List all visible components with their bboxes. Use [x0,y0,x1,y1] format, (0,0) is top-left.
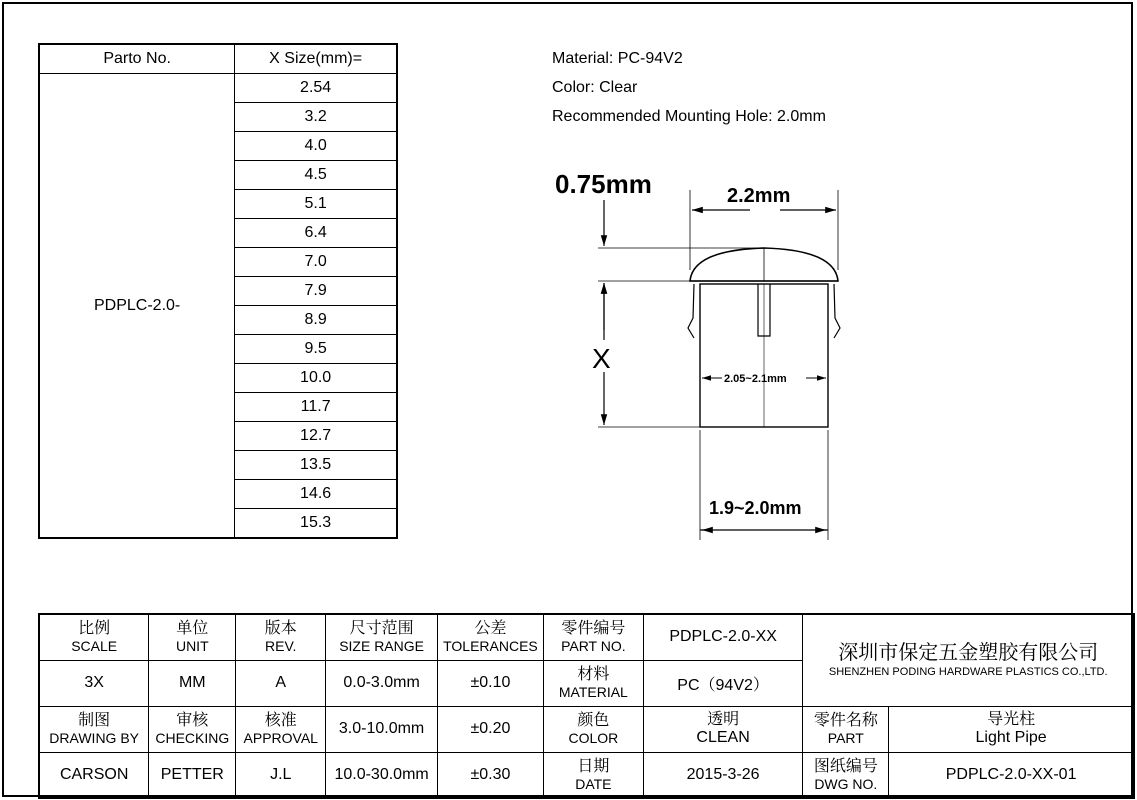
header-x-size: X Size(mm)= [235,44,397,74]
size-range-header: 尺寸范围 SIZE RANGE [326,614,438,660]
size-cell: 14.6 [235,480,397,509]
drawing-by-header: 制图 DRAWING BY [39,706,149,752]
size-cell: 10.0 [235,364,397,393]
part-number-cell: PDPLC-2.0- [39,74,235,539]
company-name: 深圳市保定五金塑胶有限公司 SHENZHEN PODING HARDWARE PLASTICS CO.,LTD. [803,614,1134,706]
size-cell: 5.1 [235,190,397,219]
spec-color: Color: Clear [552,79,638,96]
tolerance-1: ±0.10 [437,660,543,706]
scale-value: 3X [39,660,149,706]
scale-header: 比例 SCALE [39,614,149,660]
size-range-3: 10.0-30.0mm [326,752,438,798]
unit-header: 单位 UNIT [149,614,236,660]
size-range-2: 3.0-10.0mm [326,706,438,752]
checking-header: 审核 CHECKING [149,706,236,752]
size-cell: 6.4 [235,219,397,248]
dim-top-label: 0.75mm [555,169,652,199]
rev-header: 版本 REV. [236,614,326,660]
spec-mounting-hole: Recommended Mounting Hole: 2.0mm [552,108,826,125]
date-header: 日期 DATE [543,752,643,798]
material-value: PC（94V2） [643,660,803,706]
material-header: 材料 MATERIAL [543,660,643,706]
dim-width-label: 2.2mm [727,185,791,207]
dim-x-label: X [592,343,611,374]
size-cell: 8.9 [235,306,397,335]
size-cell: 9.5 [235,335,397,364]
left-leg [688,284,694,338]
approval-header: 核准 APPROVAL [236,706,326,752]
dwg-no-value: PDPLC-2.0-XX-01 [889,752,1134,798]
title-block [38,613,1135,799]
unit-value: MM [149,660,236,706]
size-range-1: 0.0-3.0mm [326,660,438,706]
part-no-header: 零件编号 PART NO. [543,614,643,660]
color-header: 颜色 COLOR [543,706,643,752]
size-cell: 4.5 [235,161,397,190]
size-cell: 7.0 [235,248,397,277]
size-cell: 12.7 [235,422,397,451]
spec-material: Material: PC-94V2 [552,50,683,67]
tolerance-2: ±0.20 [437,706,543,752]
color-value: 透明 CLEAN [643,706,803,752]
approver-name: J.L [236,752,326,798]
part-no-value: PDPLC-2.0-XX [643,614,803,660]
dim-inner-label: 2.05~2.1mm [724,373,787,385]
tolerances-header: 公差 TOLERANCES [437,614,543,660]
rev-value: A [236,660,326,706]
tolerance-3: ±0.30 [437,752,543,798]
dim-bottom-label: 1.9~2.0mm [709,498,802,518]
size-cell: 2.54 [235,74,397,103]
drawer-name: CARSON [39,752,149,798]
size-cell: 15.3 [235,509,397,539]
size-cell: 7.9 [235,277,397,306]
date-value: 2015-3-26 [643,752,803,798]
header-part-no: Parto No. [39,44,235,74]
size-cell: 4.0 [235,132,397,161]
size-cell: 13.5 [235,451,397,480]
part-name-value: 导光柱 Light Pipe [889,706,1134,752]
right-leg [834,284,840,338]
size-cell: 11.7 [235,393,397,422]
size-cell: 3.2 [235,103,397,132]
checker-name: PETTER [149,752,236,798]
dwg-no-header: 图纸编号 DWG NO. [803,752,889,798]
part-name-header: 零件名称 PART [803,706,889,752]
